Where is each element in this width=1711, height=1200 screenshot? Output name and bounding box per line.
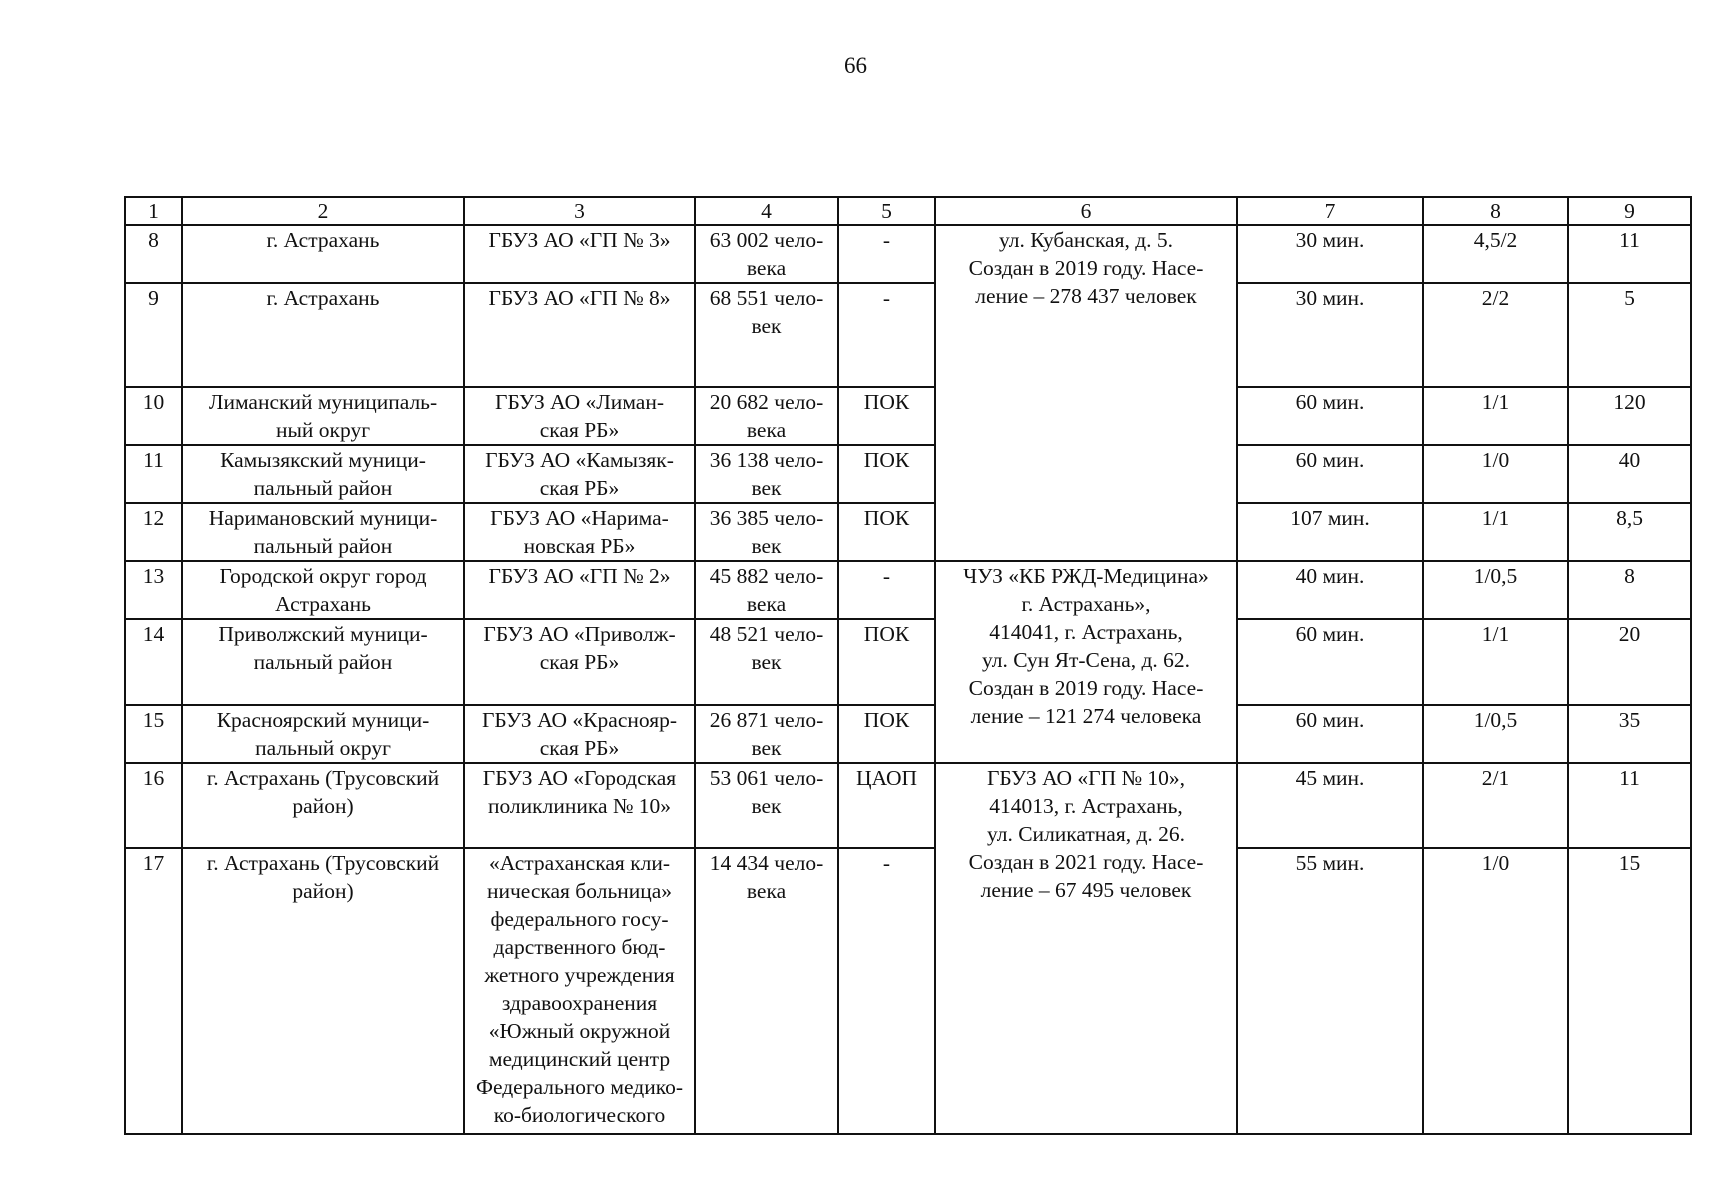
- header-row: [125, 197, 1691, 225]
- distance-cell: 11: [1568, 763, 1691, 848]
- population-cell: 14 434 чело- века: [695, 848, 838, 1134]
- table-row: [125, 503, 1691, 561]
- organization-cell: ГБУЗ АО «Лиман- ская РБ»: [464, 387, 695, 445]
- type-cell: ЦАОП: [838, 763, 935, 848]
- column-header: 7: [1237, 197, 1423, 225]
- time-cell: 30 мин.: [1237, 225, 1423, 283]
- population-cell: 20 682 чело- века: [695, 387, 838, 445]
- table-row: [125, 705, 1691, 763]
- distance-cell: 8: [1568, 561, 1691, 619]
- organization-cell: ГБУЗ АО «Городская поликлиника № 10»: [464, 763, 695, 848]
- column-header: 4: [695, 197, 838, 225]
- distance-cell: 15: [1568, 848, 1691, 1134]
- type-cell: -: [838, 283, 935, 387]
- row-number: 11: [125, 445, 182, 503]
- area-cell: г. Астрахань (Трусовский район): [182, 848, 464, 1134]
- column-header: 8: [1423, 197, 1568, 225]
- area-cell: г. Астрахань: [182, 225, 464, 283]
- type-cell: ПОК: [838, 705, 935, 763]
- data-table: [124, 196, 1692, 1135]
- population-cell: 45 882 чело- века: [695, 561, 838, 619]
- center-cell: ГБУЗ АО «ГП № 10», 414013, г. Астрахань, ул. Силикатная, д. 26. Создан в 2021 году. Насе- ление – 67 495 человек: [935, 763, 1237, 1134]
- distance-cell: 5: [1568, 283, 1691, 387]
- row-number: 14: [125, 619, 182, 705]
- area-cell: Наримановский муници- пальный район: [182, 503, 464, 561]
- ratio-cell: 1/1: [1423, 503, 1568, 561]
- column-header: 1: [125, 197, 182, 225]
- population-cell: 63 002 чело- века: [695, 225, 838, 283]
- ratio-cell: 1/1: [1423, 387, 1568, 445]
- type-cell: -: [838, 848, 935, 1134]
- distance-cell: 35: [1568, 705, 1691, 763]
- population-cell: 26 871 чело- век: [695, 705, 838, 763]
- organization-cell: ГБУЗ АО «ГП № 3»: [464, 225, 695, 283]
- population-cell: 36 138 чело- век: [695, 445, 838, 503]
- organization-cell: ГБУЗ АО «ГП № 2»: [464, 561, 695, 619]
- area-cell: Красноярский муници- пальный округ: [182, 705, 464, 763]
- area-cell: Городской округ город Астрахань: [182, 561, 464, 619]
- time-cell: 60 мин.: [1237, 705, 1423, 763]
- area-cell: г. Астрахань (Трусовский район): [182, 763, 464, 848]
- ratio-cell: 1/0: [1423, 848, 1568, 1134]
- time-cell: 40 мин.: [1237, 561, 1423, 619]
- time-cell: 55 мин.: [1237, 848, 1423, 1134]
- column-header: 9: [1568, 197, 1691, 225]
- type-cell: ПОК: [838, 445, 935, 503]
- column-header: 3: [464, 197, 695, 225]
- distance-cell: 11: [1568, 225, 1691, 283]
- distance-cell: 8,5: [1568, 503, 1691, 561]
- row-number: 16: [125, 763, 182, 848]
- time-cell: 60 мин.: [1237, 619, 1423, 705]
- table-row: [125, 445, 1691, 503]
- row-number: 17: [125, 848, 182, 1134]
- ratio-cell: 4,5/2: [1423, 225, 1568, 283]
- time-cell: 60 мин.: [1237, 445, 1423, 503]
- type-cell: ПОК: [838, 387, 935, 445]
- table-row: [125, 225, 1691, 283]
- row-number: 8: [125, 225, 182, 283]
- time-cell: 30 мин.: [1237, 283, 1423, 387]
- distance-cell: 20: [1568, 619, 1691, 705]
- time-cell: 107 мин.: [1237, 503, 1423, 561]
- distance-cell: 120: [1568, 387, 1691, 445]
- population-cell: 68 551 чело- век: [695, 283, 838, 387]
- organization-cell: ГБУЗ АО «Камызяк- ская РБ»: [464, 445, 695, 503]
- column-header: 6: [935, 197, 1237, 225]
- organization-cell: «Астраханская кли- ническая больница» федерального госу- дарственного бюд- жетного учреждения здравоохранения «Южный окружной медицинский центр Федерального медико- ко-биологического: [464, 848, 695, 1134]
- organization-cell: ГБУЗ АО «Краснояр- ская РБ»: [464, 705, 695, 763]
- ratio-cell: 2/1: [1423, 763, 1568, 848]
- population-cell: 53 061 чело- век: [695, 763, 838, 848]
- time-cell: 60 мин.: [1237, 387, 1423, 445]
- ratio-cell: 2/2: [1423, 283, 1568, 387]
- column-header: 5: [838, 197, 935, 225]
- table-row: [125, 387, 1691, 445]
- ratio-cell: 1/1: [1423, 619, 1568, 705]
- row-number: 10: [125, 387, 182, 445]
- page-number: 66: [844, 53, 867, 78]
- area-cell: Камызякский муници- пальный район: [182, 445, 464, 503]
- table-row: [125, 619, 1691, 705]
- population-cell: 48 521 чело- век: [695, 619, 838, 705]
- row-number: 9: [125, 283, 182, 387]
- organization-cell: ГБУЗ АО «Нарима- новская РБ»: [464, 503, 695, 561]
- type-cell: ПОК: [838, 619, 935, 705]
- organization-cell: ГБУЗ АО «ГП № 8»: [464, 283, 695, 387]
- row-number: 12: [125, 503, 182, 561]
- table-row: [125, 848, 1691, 1134]
- column-header: 2: [182, 197, 464, 225]
- distance-cell: 40: [1568, 445, 1691, 503]
- type-cell: -: [838, 225, 935, 283]
- organization-cell: ГБУЗ АО «Приволж- ская РБ»: [464, 619, 695, 705]
- center-cell: ЧУЗ «КБ РЖД-Медицина» г. Астрахань», 414041, г. Астрахань, ул. Сун Ят-Сена, д. 62. Создан в 2019 году. Насе- ление – 121 274 человека: [935, 561, 1237, 763]
- type-cell: -: [838, 561, 935, 619]
- ratio-cell: 1/0: [1423, 445, 1568, 503]
- ratio-cell: 1/0,5: [1423, 561, 1568, 619]
- time-cell: 45 мин.: [1237, 763, 1423, 848]
- population-cell: 36 385 чело- век: [695, 503, 838, 561]
- row-number: 15: [125, 705, 182, 763]
- area-cell: г. Астрахань: [182, 283, 464, 387]
- table-row: [125, 561, 1691, 619]
- area-cell: Приволжский муници- пальный район: [182, 619, 464, 705]
- area-cell: Лиманский муниципаль- ный округ: [182, 387, 464, 445]
- table-row: [125, 763, 1691, 848]
- type-cell: ПОК: [838, 503, 935, 561]
- center-cell: ул. Кубанская, д. 5. Создан в 2019 году. Насе- ление – 278 437 человек: [935, 225, 1237, 561]
- table-row: [125, 283, 1691, 387]
- row-number: 13: [125, 561, 182, 619]
- ratio-cell: 1/0,5: [1423, 705, 1568, 763]
